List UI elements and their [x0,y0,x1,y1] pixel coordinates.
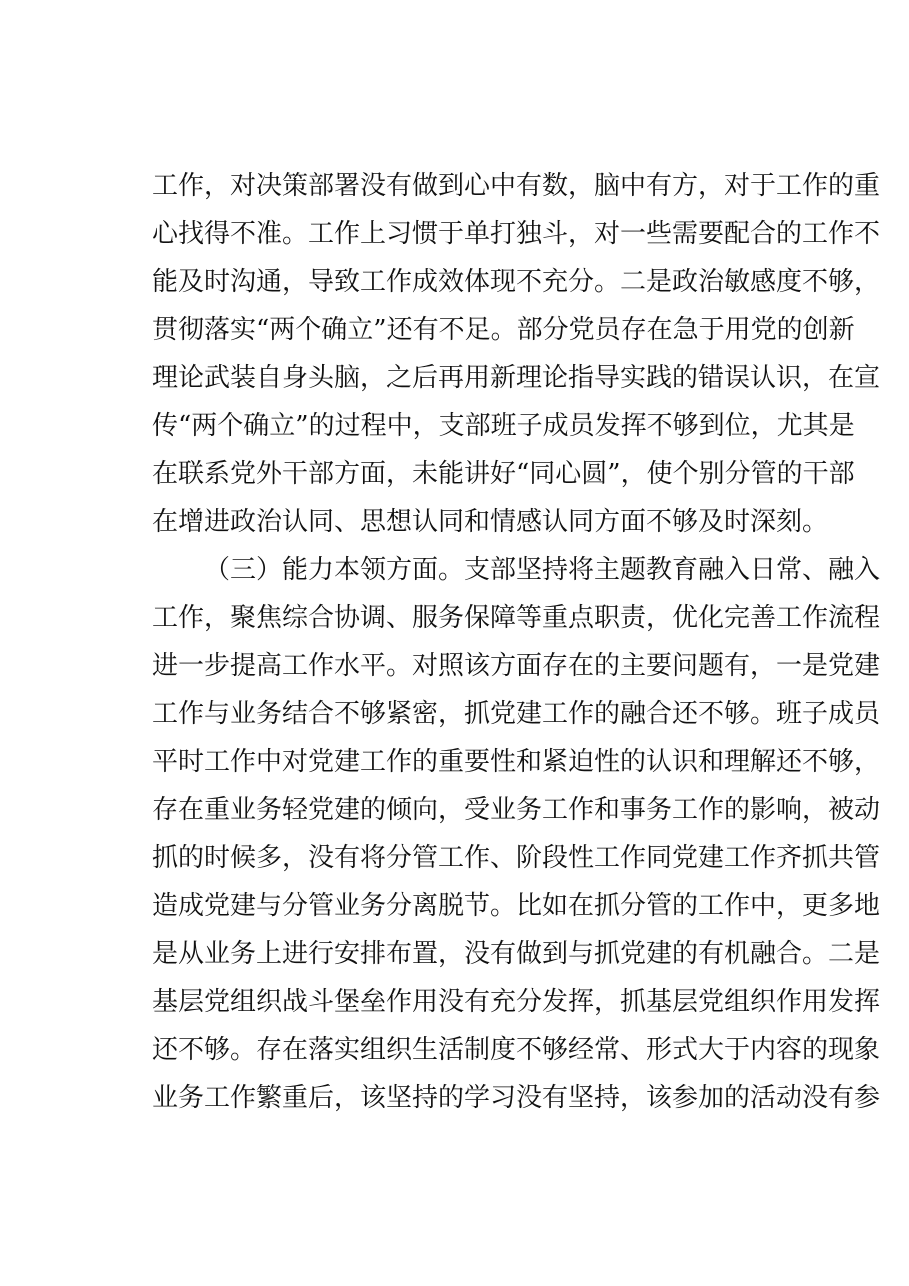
text-line: 基层党组织战斗堡垒作用没有充分发挥，抓基层党组织作用发挥 [152,987,881,1017]
text-line: 工作，对决策部署没有做到心中有数，脑中有方，对于工作的重 [152,171,881,201]
text-line: 还不够。存在落实组织生活制度不够经常、形式大于内容的现象 [152,1035,881,1065]
text-line: 抓的时候多，没有将分管工作、阶段性工作同党建工作齐抓共管 [152,843,881,873]
text-line: 工作与业务结合不够紧密，抓党建工作的融合还不够。班子成员 [152,699,881,729]
text-line: 进一步提高工作水平。对照该方面存在的主要问题有，一是党建 [152,651,881,681]
text-line: 存在重业务轻党建的倾向，受业务工作和事务工作的影响，被动 [152,795,881,825]
section-heading-line: （三）能力本领方面。支部坚持将主题教育融入日常、融入 [204,555,881,585]
text-line: 是从业务上进行安排布置，没有做到与抓党建的有机融合。二是 [152,939,881,969]
text-line: 理论武装自身头脑，之后再用新理论指导实践的错误认识，在宣 [152,363,881,393]
text-line: 能及时沟通，导致工作成效体现不充分。二是政治敏感度不够， [152,267,881,297]
text-line: 贯彻落实“两个确立”还有不足。部分党员存在急于用党的创新 [152,315,855,345]
text-line: 业务工作繁重后，该坚持的学习没有坚持，该参加的活动没有参 [152,1083,881,1113]
text-line: 在联系党外干部方面，未能讲好“同心圆”，使个别分管的干部 [152,459,855,489]
text-line: 传“两个确立”的过程中，支部班子成员发挥不够到位，尤其是 [152,411,855,441]
text-line: 工作，聚焦综合协调、服务保障等重点职责，优化完善工作流程 [152,603,881,633]
text-line: 在增进政治认同、思想认同和情感认同方面不够及时深刻。 [152,507,829,537]
body-text [152,162,881,1122]
text-line: 平时工作中对党建工作的重要性和紧迫性的认识和理解还不够， [152,747,881,777]
text-line: 心找得不准。工作上习惯于单打独斗，对一些需要配合的工作不 [152,219,881,249]
text-line: 造成党建与分管业务分离脱节。比如在抓分管的工作中，更多地 [152,891,881,921]
